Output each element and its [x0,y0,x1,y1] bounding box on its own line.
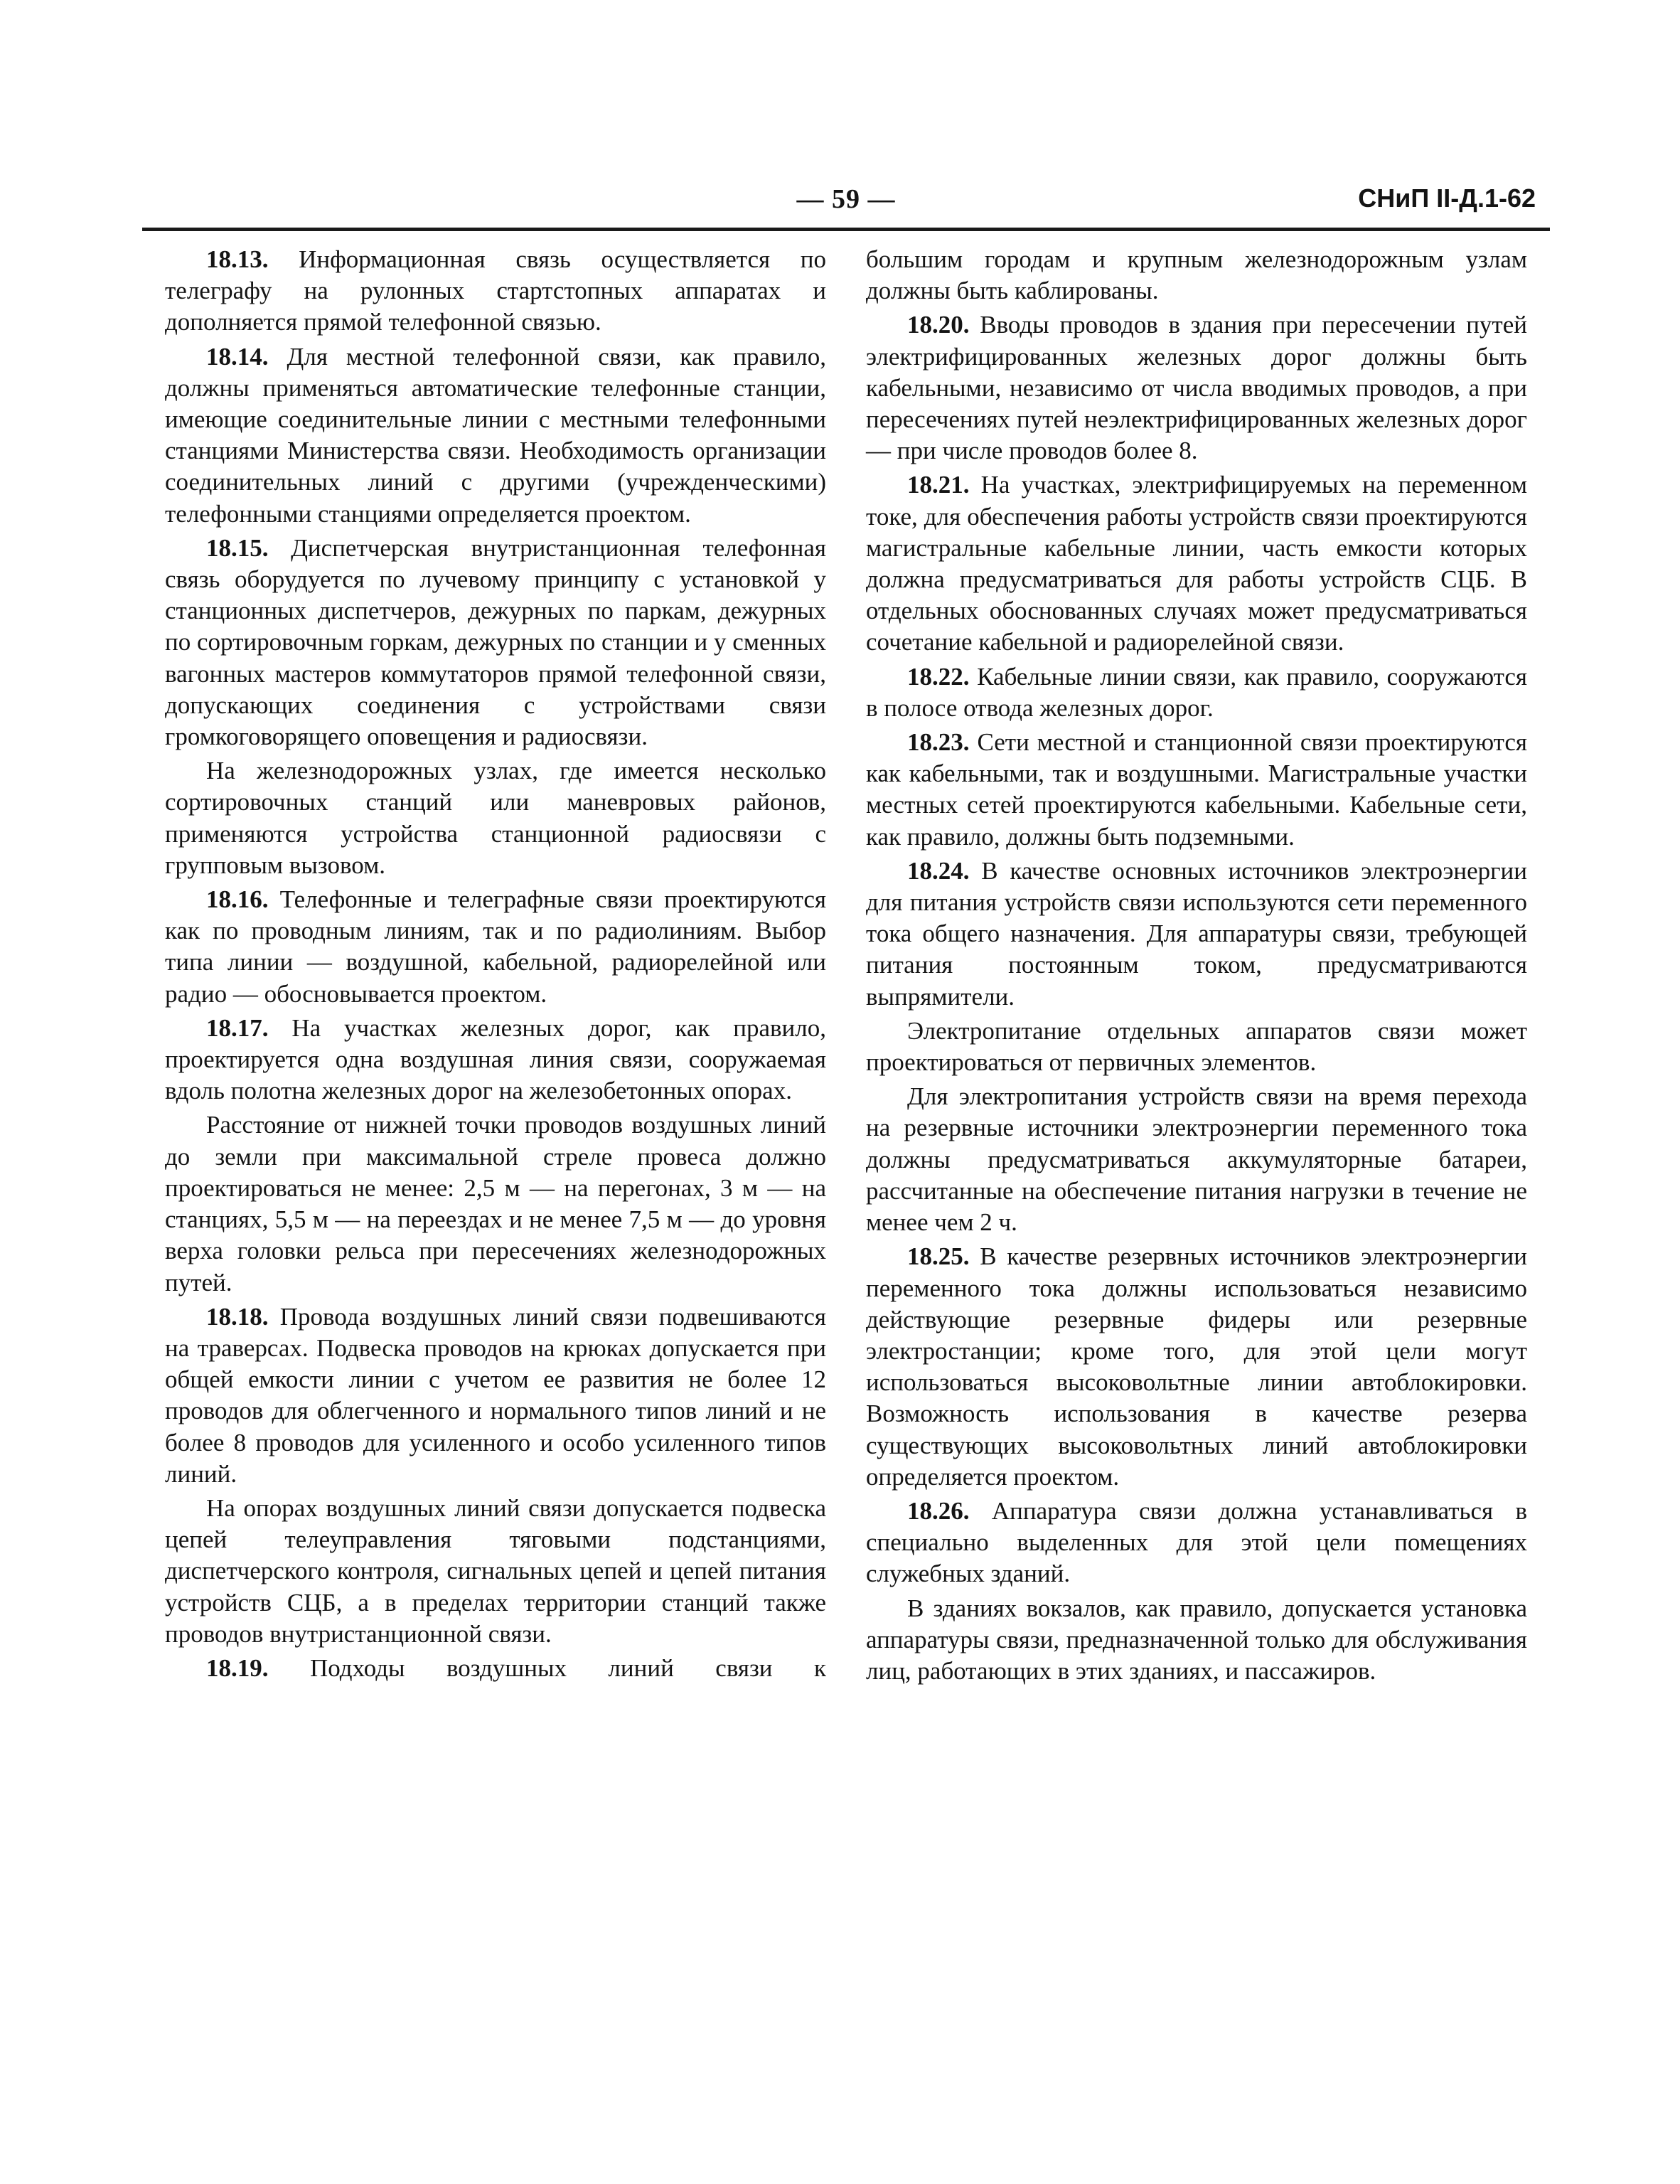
clause-number: 18.17. [206,1013,269,1042]
clause-text: Диспетчерская внутристанционная телефонная связь оборудуется по лучевому принципу с установкой у станционных диспетчеров, дежурных по паркам, дежурных по сортировочным горкам, дежурных по станции и у сменных вагонных мастеров коммутаторов прямой телефонной связи, допускающих соединения с устройствами связи громкоговорящего оповещения и радиосвязи. [165,533,826,751]
clause-text: Аппаратура связи должна устанавливаться в специально выделенных для этой цели помещениях служебных зданий. [866,1496,1527,1588]
clause-text: Расстояние от нижней точки проводов воздушных линий до земли при максимальной стреле провеса должно проектироваться не менее: 2,5 м — на перегонах, 3 м — на станциях, 5,5 м — на переездах и не менее 7,5 м — до уровня верха головки рельса при пересечениях железнодорожных путей. [165,1111,826,1296]
clause-text: Телефонные и телеграфные связи проектируются как по проводным линиям, так и по радиолиниям. Выбор типа линии — воздушной, кабельной, радиорелейной или радио — обосновывается проектом. [165,885,826,1008]
paragraph-18-15 [165,533,826,752]
clause-text: Кабельные линии связи, как правило, сооружаются в полосе отвода железных дорог. [866,662,1527,722]
clause-number: 18.14. [206,342,269,371]
page-header [142,183,1550,226]
paragraph-18-15-cont [165,755,826,881]
clause-number: 18.22. [907,662,970,691]
paragraph-18-19-cont [866,244,1527,307]
clause-text: В качестве резервных источников электроэнергии переменного тока должны использоваться независимо действующие резервные фидеры или резервные электростанции; кроме того, для этой цели могут использоваться высоковольтные линии автоблокировки. Возможность использования в качестве резерва существующих высоковольтных линий автоблокировки определяется проектом. [866,1242,1528,1491]
paragraph-18-19 [165,1653,826,1684]
clause-text: На участках, электрифицируемых на переменном токе, для обеспечения работы устройств связи проектируются магистральные кабельные линии, часть емкости которых должна предусматриваться для работы устройств СЦБ. В отдельных обоснованных случаях может предусматриваться сочетание кабельной и радиорелейной связи. [866,471,1528,656]
paragraph-18-24 [866,856,1527,1013]
right-column [866,244,1527,1690]
clause-number: 18.13. [206,245,269,273]
left-column [165,244,826,1687]
paragraph-18-17 [165,1013,826,1107]
clause-number: 18.15. [206,533,269,562]
clause-text: большим городам и крупным железнодорожным узлам должны быть каблированы. [866,245,1527,305]
clause-text: Вводы проводов в здания при пересечении путей электрифицированных железных дорог должны быть кабельными, независимо от числа вводимых проводов, а при пересечениях путей неэлектрифицированных железных дорог — при числе проводов более 8. [866,311,1527,465]
paragraph-18-21 [866,469,1527,658]
paragraph-18-14 [165,341,826,530]
paragraph-18-18 [165,1301,826,1490]
clause-number: 18.20. [907,311,970,339]
paragraph-18-24-cont-1 [866,1016,1527,1078]
paragraph-18-22 [866,661,1527,724]
paragraph-18-25 [866,1241,1527,1493]
clause-text: В качестве основных источников электроэнергии для питания устройств связи используются сети переменного тока общего назначения. Для аппаратуры связи, требующей питания постоянным током, предусматриваются выпрямители. [866,856,1527,1011]
clause-text: Для местной телефонной связи, как правило, должны применяться автоматические телефонные станции, имеющие соединительные линии с местными телефонными станциями Министерства связи. Необходимость организации соединительных линий с другими (учрежденческими) телефонными станциями определяется проектом. [165,342,827,528]
clause-number: 18.18. [206,1302,269,1331]
header-rule [142,228,1550,231]
paragraph-18-24-cont-2 [866,1081,1527,1238]
clause-text: На железнодорожных узлах, где имеется несколько сортировочных станций или маневровых районов, применяются устройства станционной радиосвязи с групповым вызовом. [165,757,826,879]
clause-text: В зданиях вокзалов, как правило, допускается установка аппаратуры связи, предназначенной только для обслуживания лиц, работающих в этих зданиях, и пассажиров. [866,1594,1527,1685]
clause-text: Подходы воздушных линий связи к [309,1653,827,1682]
clause-text: На опорах воздушных линий связи допускается подвеска цепей телеуправления тяговыми подстанциями, диспетчерского контроля, сигнальных цепей и цепей питания устройств СЦБ, а в пределах территории станций также проводов внутристанционной связи. [165,1493,826,1648]
clause-text: Провода воздушных линий связи подвешиваются на траверсах. Подвеска проводов на крюках допускается при общей емкости линии с учетом ее развития не более 12 проводов для облегченного и нормального типов линий и не более 8 проводов для усиленного и особо усиленного типов линий. [165,1302,827,1488]
clause-text: Информационная связь осуществляется по телеграфу на рулонных стартстопных аппаратах и дополняется прямой телефонной связью. [165,245,826,336]
paragraph-18-26-cont [866,1593,1527,1688]
clause-text: Сети местной и станционной связи проектируются как кабельными, так и воздушными. Магистральные участки местных сетей проектируются кабельными. Кабельные сети, как правило, должны быть подземными. [866,728,1527,851]
clause-text: Электропитание отдельных аппаратов связи может проектироваться от первичных элементов. [866,1016,1527,1077]
paragraph-18-16 [165,884,826,1010]
paragraph-18-17-cont [165,1109,826,1298]
clause-number: 18.21. [907,471,970,499]
clause-number: 18.26. [907,1496,970,1525]
paragraph-18-23 [866,727,1527,853]
clause-number: 18.16. [206,885,269,914]
clause-number: 18.23. [907,728,970,757]
clause-text: Для электропитания устройств связи на время перехода на резервные источники электроэнергии переменного тока должны предусматриваться аккумуляторные батареи, рассчитанные на обеспечение питания нагрузки в течение не менее чем 2 ч. [866,1082,1527,1237]
document-code: СНиП II-Д.1-62 [1358,183,1536,213]
clause-number: 18.19. [206,1653,269,1682]
clause-number: 18.25. [907,1242,970,1271]
clause-text: На участках железных дорог, как правило, проектируется одна воздушная линия связи, сооружаемая вдоль полотна железных дорог на железобетонных опорах. [165,1013,826,1105]
clause-number: 18.24. [907,856,970,885]
paragraph-18-26 [866,1496,1527,1590]
paragraph-18-18-cont [165,1493,826,1650]
paragraph-18-13 [165,244,826,339]
page-number: — 59 — [796,184,896,214]
paragraph-18-20 [866,309,1527,467]
